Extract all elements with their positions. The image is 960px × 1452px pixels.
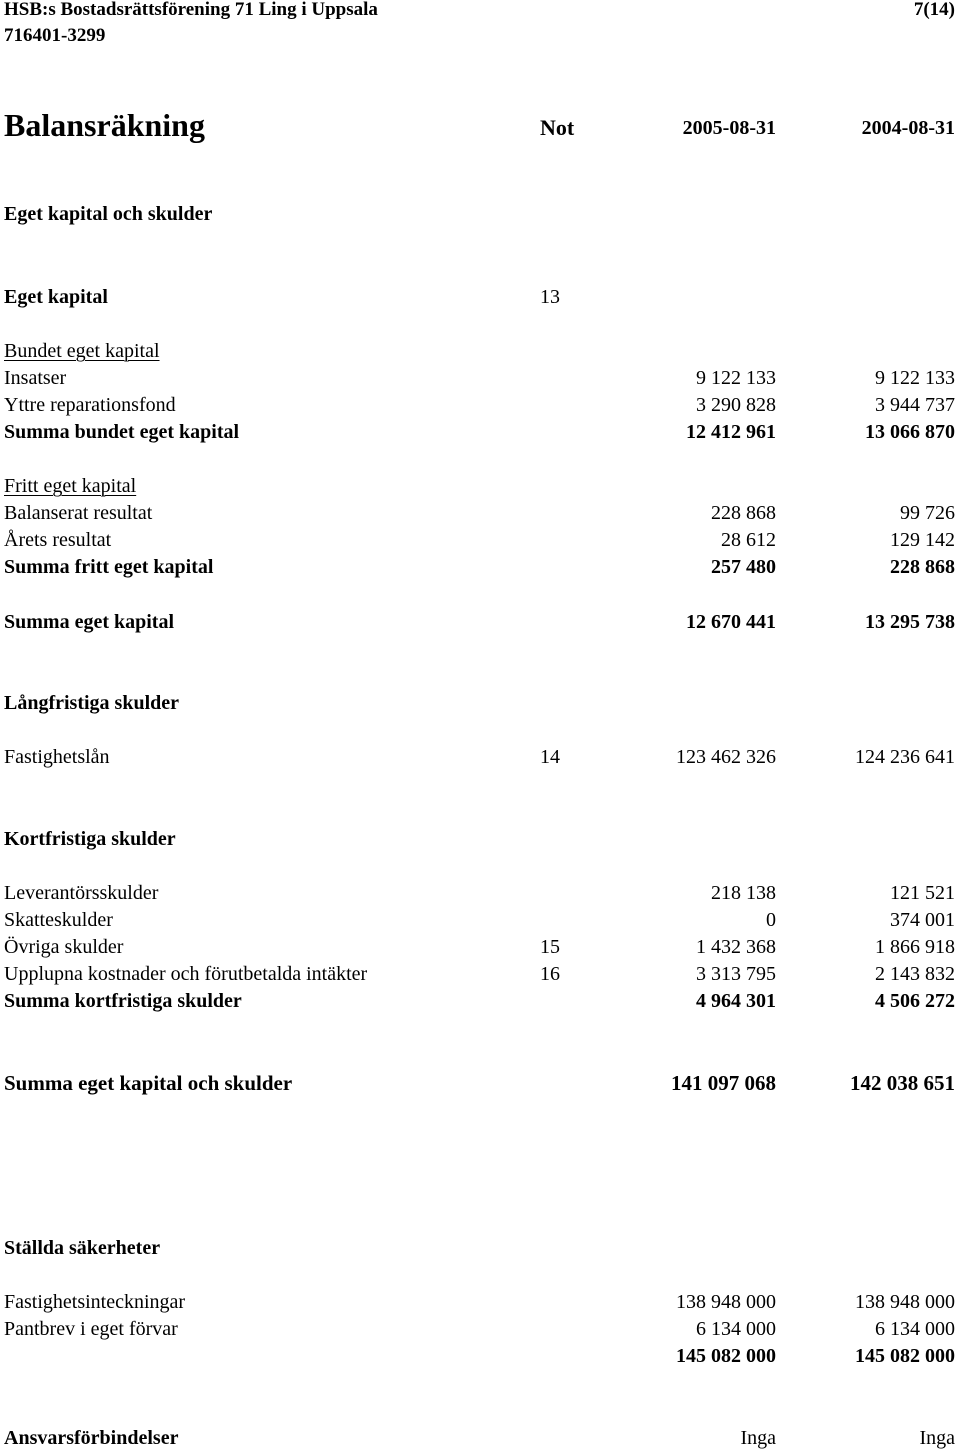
kortfristiga-heading: Kortfristiga skulder xyxy=(4,828,176,850)
ansvar-label: Ansvarsförbindelser xyxy=(4,1427,179,1449)
ansvar-value-2004: Inga xyxy=(919,1427,955,1449)
row-value-2004: 2 143 832 xyxy=(875,963,955,985)
row-label: Fastighetsinteckningar xyxy=(4,1291,186,1313)
row-label: Övriga skulder xyxy=(4,936,124,958)
sum-label: Summa fritt eget kapital xyxy=(4,556,214,578)
row-label: Fastighetslån xyxy=(4,746,110,768)
row-value-2004: 129 142 xyxy=(890,529,955,551)
ansvar-value-2005: Inga xyxy=(740,1427,776,1449)
row-label: Balanserat resultat xyxy=(4,502,153,524)
row-label: Pantbrev i eget förvar xyxy=(4,1318,178,1340)
total-value-2004: 13 295 738 xyxy=(865,611,955,633)
row-value-2005: 9 122 133 xyxy=(696,367,776,389)
row-value-2005: 228 868 xyxy=(711,502,776,524)
organization-number: 716401-3299 xyxy=(4,25,106,46)
page-title: Balansräkning xyxy=(4,107,205,143)
column-header-2005: 2005-08-31 xyxy=(682,117,776,139)
row-value-2004: 121 521 xyxy=(890,882,955,904)
row-label: Yttre reparationsfond xyxy=(4,394,176,416)
grand-total-value-2004: 142 038 651 xyxy=(850,1071,955,1095)
sum-value-2005: 145 082 000 xyxy=(676,1345,776,1367)
sum-value-2005: 4 964 301 xyxy=(696,990,776,1012)
stallda-heading: Ställda säkerheter xyxy=(4,1237,161,1259)
fritt-subheading: Fritt eget kapital xyxy=(4,475,137,497)
row-label: Insatser xyxy=(4,367,67,389)
section-heading: Eget kapital och skulder xyxy=(4,203,213,225)
grand-total-value-2005: 141 097 068 xyxy=(671,1071,776,1095)
column-header-2004: 2004-08-31 xyxy=(861,117,955,139)
eget-kapital-note: 13 xyxy=(540,286,560,308)
langfristiga-heading: Långfristiga skulder xyxy=(4,692,180,714)
row-value-2004: 99 726 xyxy=(900,502,955,524)
row-note: 15 xyxy=(540,936,560,958)
sum-value-2005: 12 412 961 xyxy=(686,421,776,443)
row-value-2004: 3 944 737 xyxy=(875,394,955,416)
row-value-2005: 28 612 xyxy=(721,529,776,551)
row-label: Årets resultat xyxy=(4,529,112,551)
row-note: 16 xyxy=(540,963,560,985)
row-value-2004: 124 236 641 xyxy=(855,746,955,768)
row-value-2004: 374 001 xyxy=(890,909,955,931)
total-label: Summa eget kapital xyxy=(4,611,174,633)
row-value-2005: 0 xyxy=(766,909,776,931)
sum-value-2004: 4 506 272 xyxy=(875,990,955,1012)
page-number: 7(14) xyxy=(913,0,955,20)
total-value-2005: 12 670 441 xyxy=(686,611,776,633)
row-value-2005: 218 138 xyxy=(711,882,776,904)
row-value-2005: 123 462 326 xyxy=(676,746,776,768)
row-value-2004: 138 948 000 xyxy=(855,1291,955,1313)
row-value-2004: 9 122 133 xyxy=(875,367,955,389)
column-header-not: Not xyxy=(540,115,575,140)
organization-name: HSB:s Bostadsrättsförening 71 Ling i Uppsala xyxy=(4,0,378,20)
eget-kapital-heading: Eget kapital xyxy=(4,286,108,308)
sum-label: Summa kortfristiga skulder xyxy=(4,990,242,1012)
row-value-2005: 6 134 000 xyxy=(696,1318,776,1340)
row-value-2004: 6 134 000 xyxy=(875,1318,955,1340)
row-label: Upplupna kostnader och förutbetalda intäkter xyxy=(4,963,368,985)
sum-value-2004: 145 082 000 xyxy=(855,1345,955,1367)
bundet-subheading: Bundet eget kapital xyxy=(4,340,160,362)
row-label: Skatteskulder xyxy=(4,909,113,931)
sum-value-2004: 228 868 xyxy=(890,556,955,578)
sum-label: Summa bundet eget kapital xyxy=(4,421,240,443)
sum-value-2004: 13 066 870 xyxy=(865,421,955,443)
row-note: 14 xyxy=(540,746,560,768)
sum-value-2005: 257 480 xyxy=(711,556,776,578)
row-value-2005: 1 432 368 xyxy=(696,936,776,958)
grand-total-label: Summa eget kapital och skulder xyxy=(4,1071,293,1095)
row-label: Leverantörsskulder xyxy=(4,882,159,904)
row-value-2005: 138 948 000 xyxy=(676,1291,776,1313)
row-value-2005: 3 290 828 xyxy=(696,394,776,416)
row-value-2004: 1 866 918 xyxy=(875,936,955,958)
row-value-2005: 3 313 795 xyxy=(696,963,776,985)
